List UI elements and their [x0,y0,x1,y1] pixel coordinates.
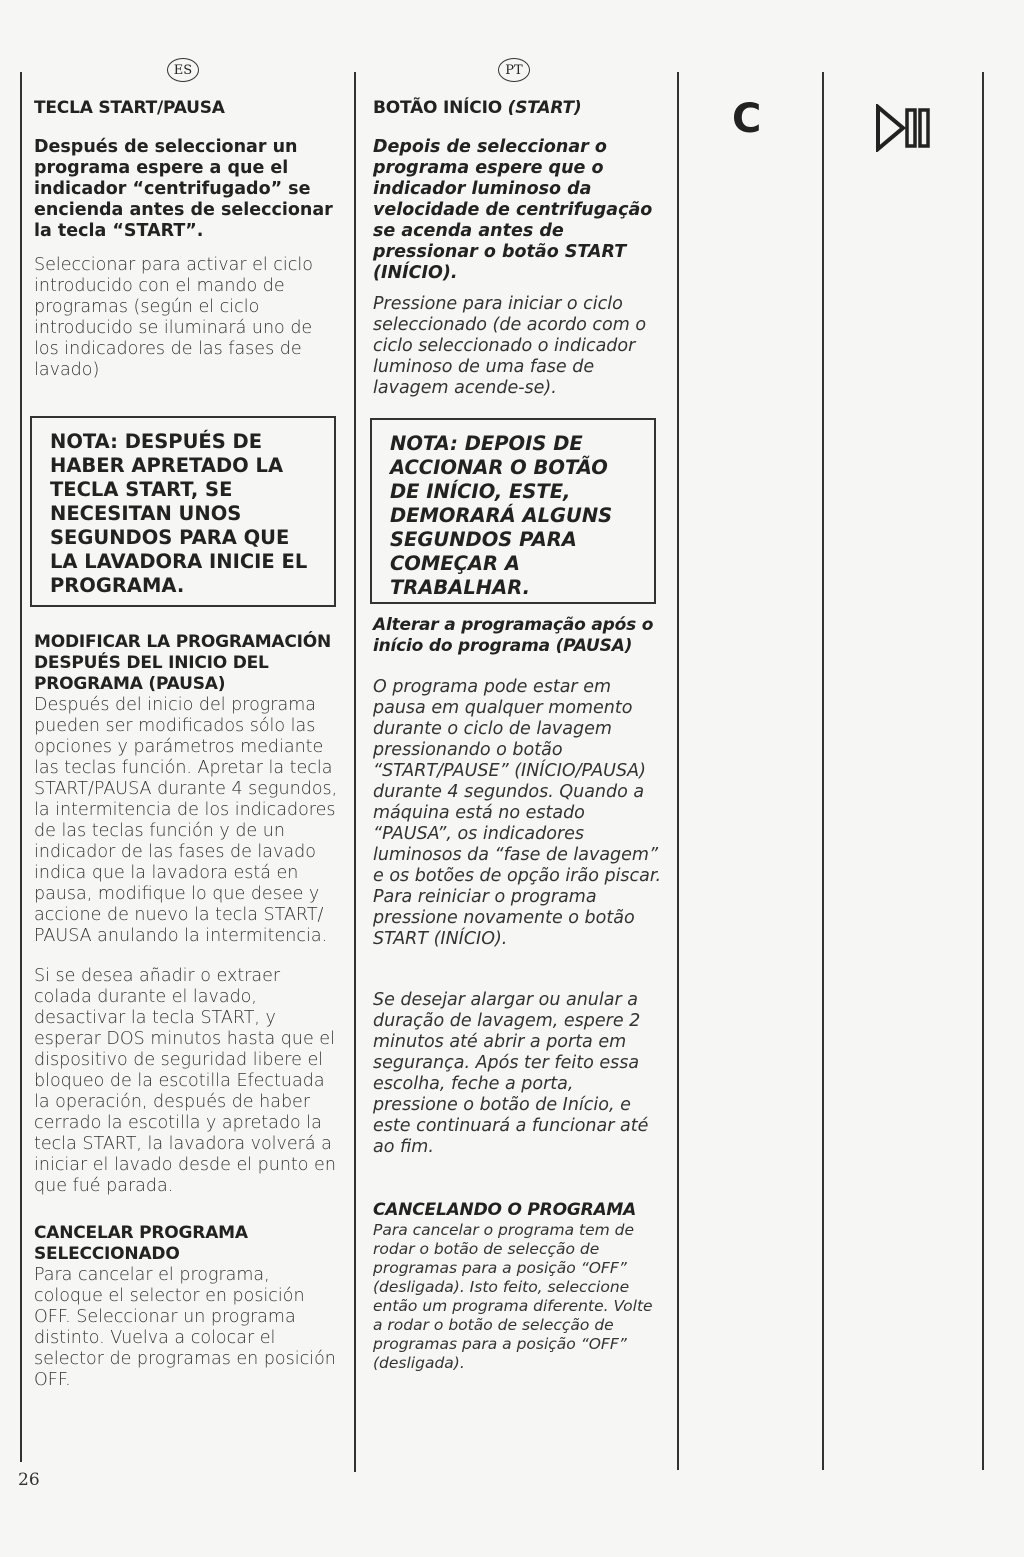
es-lead-paragraph: Después de seleccionar un programa espere a que el indicador “centrifugado” se encienda antes de seleccionar la tecla “START”. [34,137,333,241]
play-pause-icon [875,104,933,156]
column-divider [677,72,679,1470]
column-divider [822,72,824,1470]
c-symbol: C [732,96,762,142]
pt-heading-modify: Alterar a programação após o início do programa (PAUSA) [373,615,654,656]
es-paragraph-1: Seleccionar para activar el ciclo introducido con el mando de programas (según el ciclo introducido se iluminará uno de los indicadores de las fases de lavado) [34,255,313,380]
es-paragraph-2: Después del inicio del programa pueden ser modificados sólo las opciones y parámetros mediante las teclas función. Apretar la tecla START/PAUSA durante 4 segundos, la intermitencia de los indicadores de las teclas función y de un indicador de las fases de lavado indica que la lavadora está en pausa, modifique lo que desee y accione de nuevo la tecla START/ PAUSA anulando la intermitencia. [34,695,338,946]
pt-heading-cancel: CANCELANDO O PROGRAMA [373,1200,637,1220]
pt-paragraph-1: Pressione para iniciar o ciclo seleccionado (de acordo com o ciclo seleccionado o indicador luminoso de uma fase de lavagem acende-se). [373,294,647,398]
language-badge-pt: PT [498,58,530,82]
pt-column-lower [373,615,663,1373]
es-paragraph-3: Si se desea añadir o extraer colada durante el lavado, desactivar la tecla START, y esperar DOS minutos hasta que el dispositivo de seguridad libere el bloqueo de la escotilla Efectuada la operación, después de haber cerrado la escotilla y apretado la tecla START, la lavadora volverá a iniciar el lavado desde el punto en que fué parada. [34,966,336,1196]
column-divider [20,72,22,1462]
pt-heading-start-italic: (START) [507,98,582,118]
page-number: 26 [18,1470,40,1490]
column-divider [982,72,984,1470]
language-badge-es: ES [167,58,199,82]
es-column-lower [34,632,342,1391]
pt-column [373,98,663,399]
pt-paragraph-3: Se desejar alargar ou anular a duração de lavagem, espere 2 minutos até abrir a porta em segurança. Após ter feito essa escolha, feche a porta, pressione o botão de Início, e este continuará a funcionar até ao fim. [373,990,649,1157]
es-note-text: NOTA: DESPUÉS DE HABER APRETADO LA TECLA START, SE NECESITAN UNOS SEGUNDOS PARA QUE LA LAVADORA INICIE EL PROGRAMA. [50,430,308,597]
pt-heading-start-text: BOTÃO INÍCIO [373,98,502,118]
es-note-box [30,416,336,607]
pt-paragraph-4: Para cancelar o programa tem de rodar o botão de selecção de programas para a posição “OFF” (desligada). Isto feito, seleccione então um programa diferente. Volte a rodar o botão de selecção de programas para a posição “OFF” (desligada). [373,1221,653,1372]
es-column [34,98,342,381]
column-divider [354,72,356,1472]
es-heading-modify: MODIFICAR LA PROGRAMACIÓN DESPUÉS DEL INICIO DEL PROGRAMA (PAUSA) [34,632,332,694]
es-heading-start-pause: TECLA START/PAUSA [34,98,225,118]
pt-note-text: NOTA: DEPOIS DE ACCIONAR O BOTÃO DE INÍCIO, ESTE, DEMORARÁ ALGUNS SEGUNDOS PARA COMEÇAR A TRABALHAR. [390,432,613,599]
es-heading-cancel: CANCELAR PROGRAMA SELECCIONADO [34,1223,248,1264]
pt-note-box [370,418,656,604]
pt-paragraph-2: O programa pode estar em pausa em qualquer momento durante o ciclo de lavagem pressionando o botão “START/PAUSE” (INÍCIO/PAUSA) durante 4 segundos. Quando a máquina está no estado “PAUSA”, os indicadores luminosos da “fase de lavagem” e os botões de opção irão piscar. Para reiniciar o programa pressione novamente o botão START (INÍCIO). [373,677,662,949]
es-paragraph-4: Para cancelar el programa, coloque el selector en posición OFF. Seleccionar un programa distinto. Vuelva a colocar el selector de programas en posición OFF. [34,1265,336,1390]
pt-lead-paragraph: Depois de seleccionar o programa espere que o indicador luminoso da velocidade de centrifugação se acenda antes de pressionar o botão START (INÍCIO). [373,137,653,283]
pt-heading-start [373,98,663,119]
